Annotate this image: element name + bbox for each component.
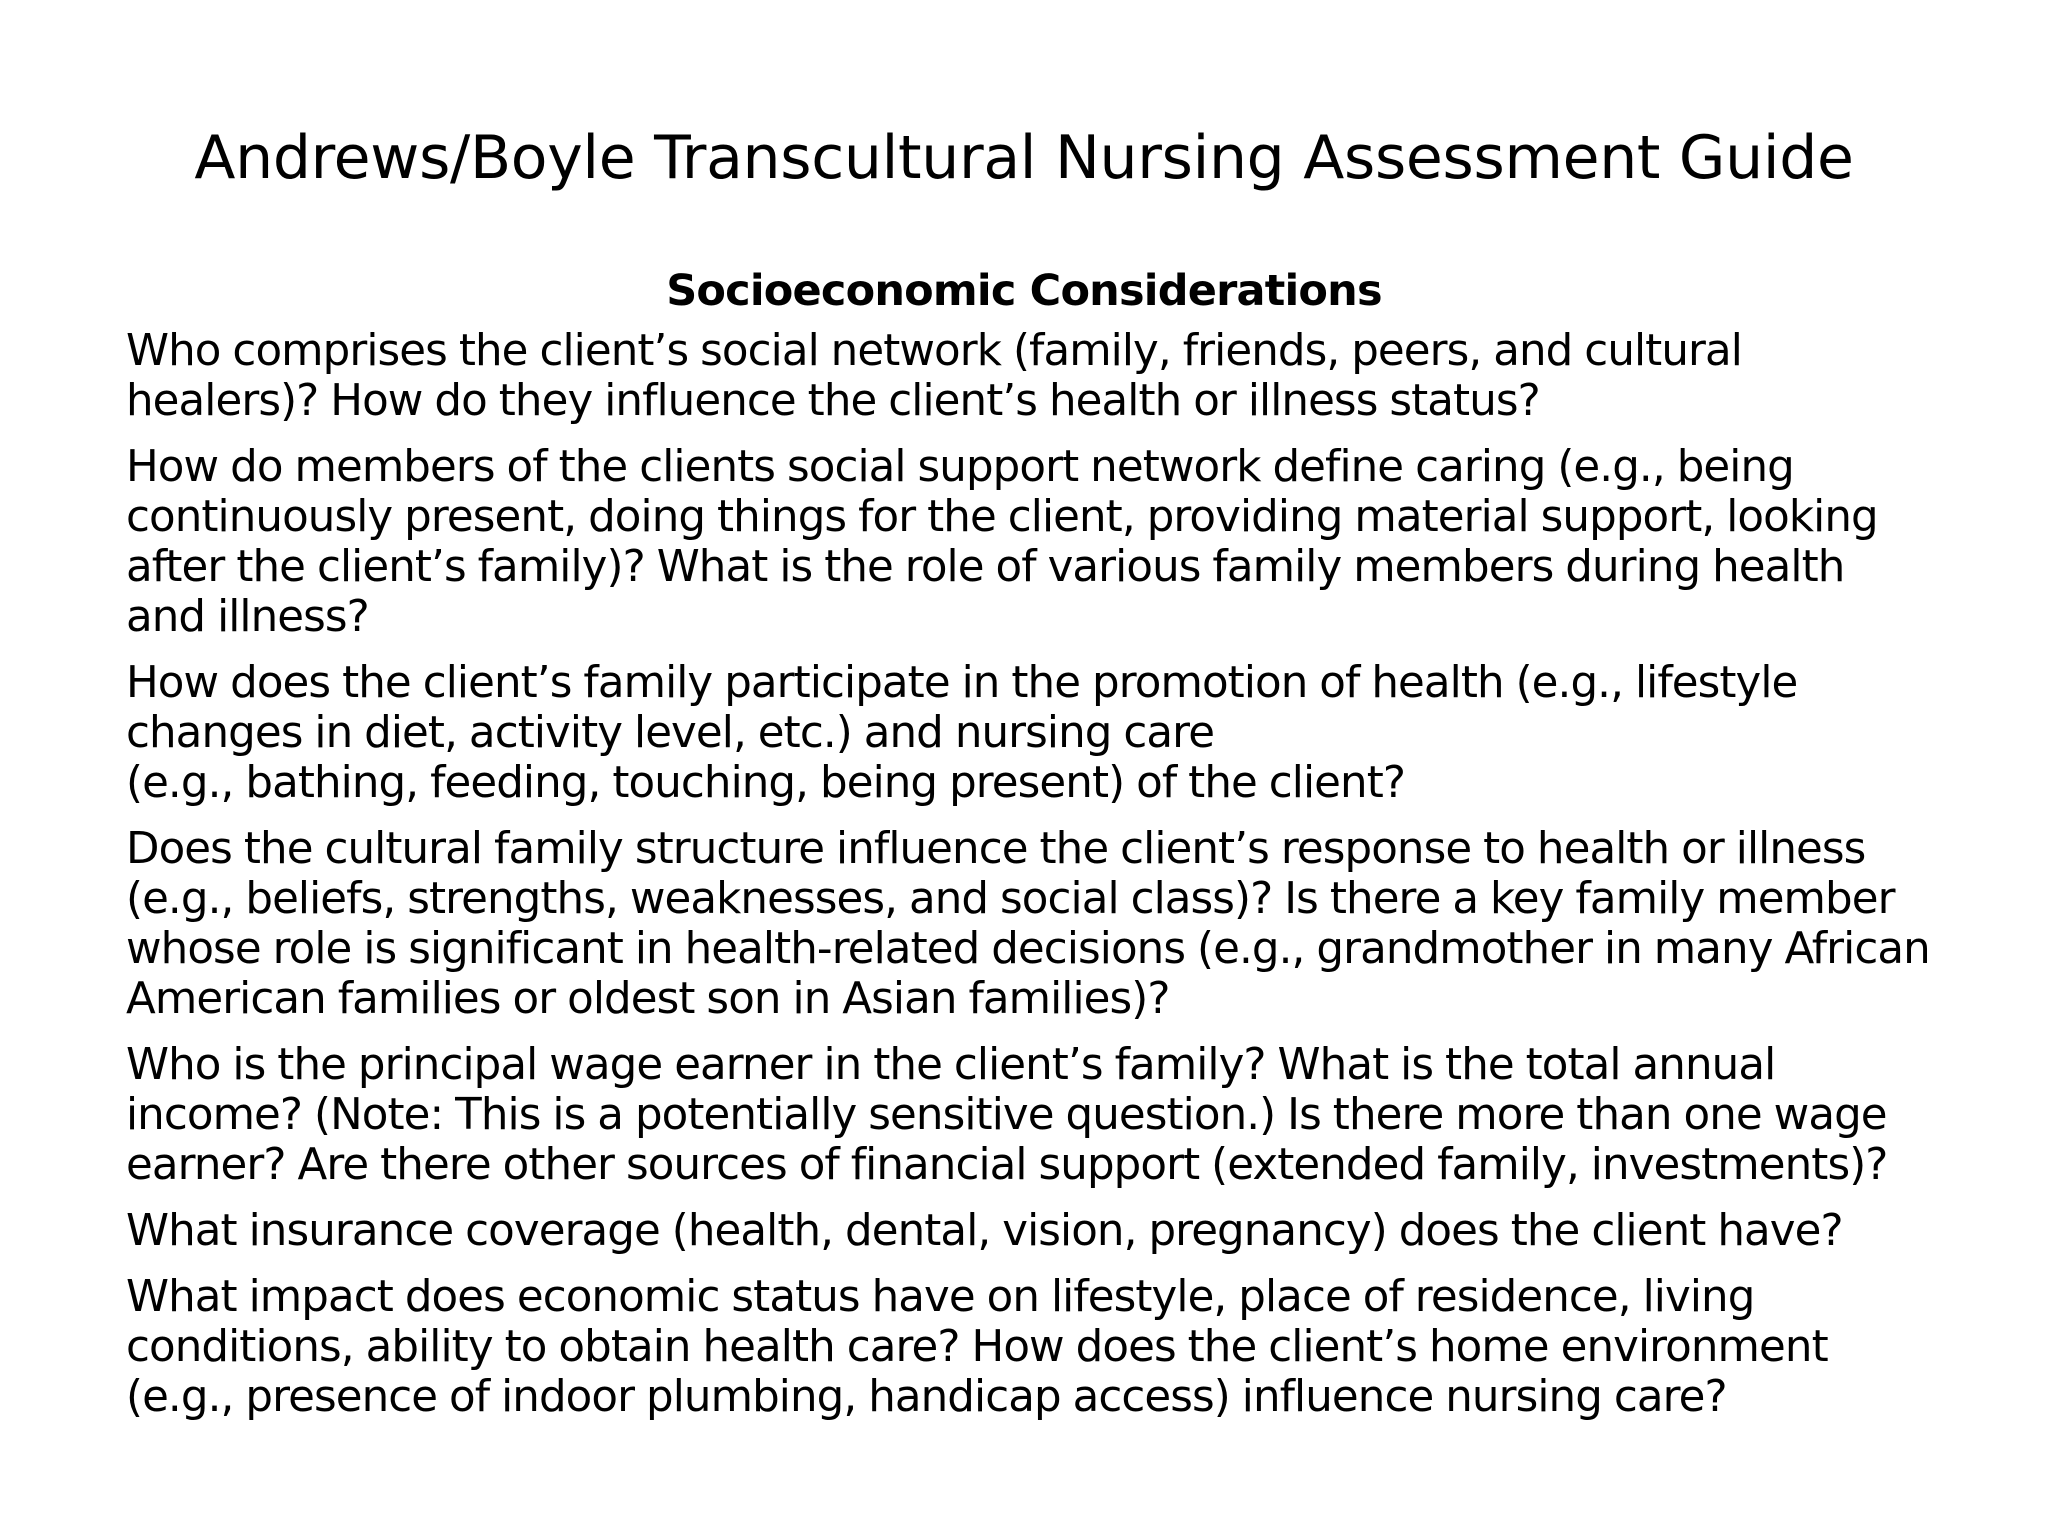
paragraph-line: How does the client’s family participate in the promotion of health (e.g., lifestyle (126, 658, 1798, 708)
paragraph-line: How do members of the clients social support network define caring (e.g., being (126, 442, 1794, 492)
paragraph-line: healers)? How do they influence the client’s health or illness status? (126, 376, 1540, 426)
question-paragraph-4 (126, 824, 2006, 1024)
question-paragraph-1 (126, 326, 2006, 426)
paragraph-line: What insurance coverage (health, dental, vision, pregnancy) does the client have? (126, 1206, 1843, 1256)
paragraph-line: changes in diet, activity level, etc.) and nursing care (126, 708, 1215, 758)
question-list (126, 326, 2006, 1438)
paragraph-line: income? (Note: This is a potentially sensitive question.) Is there more than one wage (126, 1090, 1887, 1140)
paragraph-line: whose role is significant in health-related decisions (e.g., grandmother in many African (126, 924, 1930, 974)
question-paragraph-7 (126, 1272, 2006, 1422)
paragraph-line: Does the cultural family structure influence the client’s response to health or illness (126, 824, 1866, 874)
paragraph-line: American families or oldest son in Asian families)? (126, 974, 1170, 1024)
paragraph-line: (e.g., bathing, feeding, touching, being present) of the client? (126, 758, 1406, 808)
paragraph-line: continuously present, doing things for the client, providing material support, looking (126, 492, 1878, 542)
paragraph-line: after the client’s family)? What is the role of various family members during health (126, 542, 1845, 592)
paragraph-line: Who comprises the client’s social network (family, friends, peers, and cultural (126, 326, 1742, 376)
paragraph-line: conditions, ability to obtain health care? How does the client’s home environment (126, 1322, 1828, 1372)
section-heading: Socioeconomic Considerations (666, 266, 1382, 316)
paragraph-line: and illness? (126, 592, 369, 642)
paragraph-line: (e.g., presence of indoor plumbing, handicap access) influence nursing care? (126, 1372, 1727, 1422)
paragraph-line: Who is the principal wage earner in the client’s family? What is the total annual (126, 1040, 1776, 1090)
question-paragraph-5 (126, 1040, 2006, 1190)
paragraph-line: earner? Are there other sources of financial support (extended family, investments)? (126, 1140, 1888, 1190)
slide-title: Andrews/Boyle Transcultural Nursing Assessment Guide (194, 123, 1854, 193)
question-paragraph-6 (126, 1206, 2006, 1256)
question-paragraph-3 (126, 658, 2006, 808)
paragraph-line: What impact does economic status have on lifestyle, place of residence, living (126, 1272, 1755, 1322)
paragraph-line: (e.g., beliefs, strengths, weaknesses, and social class)? Is there a key family member (126, 874, 1895, 924)
question-paragraph-2 (126, 442, 2006, 642)
